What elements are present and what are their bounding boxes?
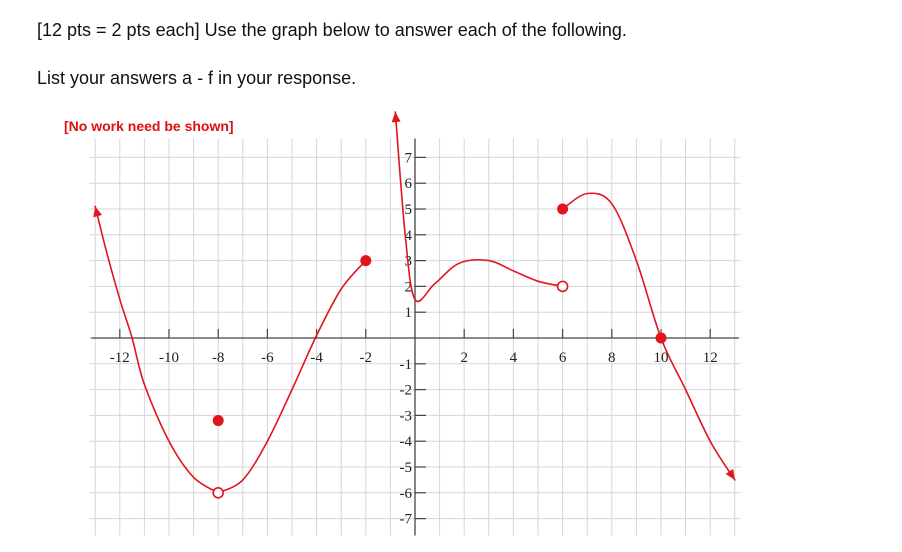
x-tick-label: 10 bbox=[653, 350, 669, 366]
x-tick-label: -4 bbox=[310, 350, 323, 366]
x-tick-label: -2 bbox=[359, 350, 373, 366]
curve-arrow-start bbox=[392, 112, 401, 122]
y-tick-label: -5 bbox=[399, 460, 412, 476]
x-tick-label: 4 bbox=[509, 350, 518, 366]
closed-point bbox=[557, 204, 568, 215]
y-tick-label: 2 bbox=[404, 279, 412, 296]
x-tick-label: -10 bbox=[159, 350, 179, 366]
y-tick-label: -7 bbox=[399, 511, 412, 528]
y-tick-label: 5 bbox=[404, 202, 412, 218]
axes bbox=[91, 139, 739, 536]
open-point bbox=[558, 281, 568, 291]
closed-point bbox=[656, 333, 667, 344]
y-tick-label: -1 bbox=[399, 356, 412, 373]
closed-point bbox=[213, 415, 224, 426]
y-tick-label: -4 bbox=[399, 434, 412, 451]
open-point bbox=[213, 488, 223, 498]
curve-arrow-start bbox=[93, 206, 102, 217]
y-tick-label: 1 bbox=[404, 305, 412, 322]
y-tick-label: 6 bbox=[404, 176, 412, 193]
question-line-2: List your answers a - f in your response. bbox=[37, 68, 357, 88]
x-tick-label: -8 bbox=[211, 350, 225, 366]
y-tick-label: 4 bbox=[404, 227, 412, 244]
x-tick-label: -12 bbox=[109, 350, 130, 366]
y-tick-label: -2 bbox=[399, 382, 412, 399]
curve-layer bbox=[93, 112, 735, 493]
no-work-note: [No work need be shown] bbox=[64, 118, 234, 134]
curve-arrow-end bbox=[726, 469, 735, 480]
x-tick-label: 6 bbox=[558, 350, 567, 366]
y-tick-label: -6 bbox=[399, 485, 412, 502]
y-tick-label: -3 bbox=[399, 408, 412, 425]
curve-segment-4 bbox=[563, 193, 735, 480]
closed-point bbox=[360, 255, 371, 266]
x-tick-label: -6 bbox=[261, 350, 274, 366]
x-tick-label: 2 bbox=[460, 350, 468, 366]
question-line-1: [12 pts = 2 pts each] Use the graph below to answer each of the following. bbox=[37, 20, 627, 40]
y-tick-label: 3 bbox=[404, 253, 412, 270]
x-tick-label: 12 bbox=[702, 350, 718, 366]
y-tick-label: 7 bbox=[404, 150, 412, 167]
x-tick-label: 8 bbox=[608, 350, 616, 366]
